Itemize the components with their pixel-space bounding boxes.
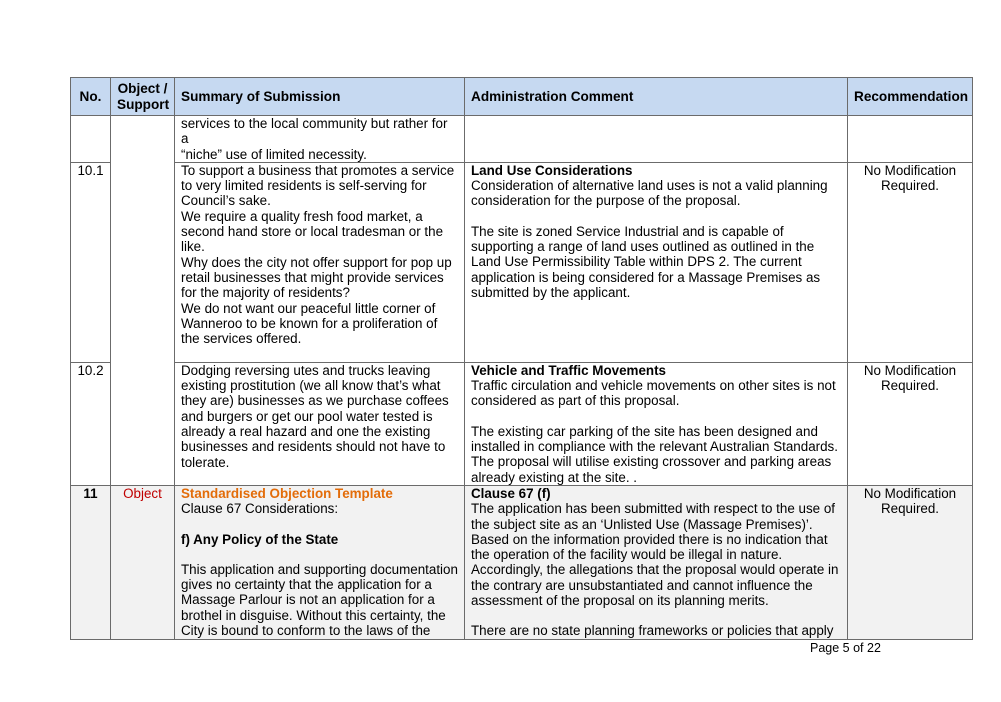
- cell-summary: [175, 362, 465, 485]
- summary-line: This application and supporting documentation: [181, 561, 458, 577]
- admin-line: already existing at the site. .: [471, 469, 637, 485]
- header-admin-comment: Administration Comment: [465, 78, 848, 116]
- admin-line: the subject site as an ‘Unlisted Use (Massage Premises)’.: [471, 516, 813, 532]
- cell-admin-comment: [465, 362, 848, 485]
- cell-recommendation: [848, 116, 973, 163]
- summary-line: and burgers or get our pool water tested is: [181, 408, 433, 424]
- recommendation-line: No Modification: [863, 362, 957, 378]
- cell-admin-comment: [465, 116, 848, 163]
- admin-line: assessment of the proposal on its planning merits.: [471, 593, 769, 609]
- cell-no: 10.2: [71, 362, 111, 485]
- paragraph-gap: [471, 608, 841, 623]
- paragraph-gap: [181, 517, 458, 532]
- admin-line: application is being considered for a Massage Premises as: [471, 269, 821, 285]
- cell-recommendation: [848, 162, 973, 362]
- recommendation-line: Required.: [880, 501, 940, 517]
- recommendation-line: Required.: [880, 378, 940, 394]
- admin-heading: Land Use Considerations: [471, 162, 633, 178]
- admin-line: Land Use Permissibility Table within DPS 2. The current: [471, 254, 802, 270]
- header-object-line2: Support: [117, 96, 170, 112]
- table-header-row: [71, 78, 973, 116]
- summary-line: second hand store or local tradesman or the: [181, 224, 444, 240]
- admin-line: The site is zoned Service Industrial and is capable of: [471, 223, 784, 239]
- cell-object-support: [111, 162, 175, 362]
- summary-line: retail businesses that might provide services: [181, 269, 444, 285]
- admin-heading: Vehicle and Traffic Movements: [471, 362, 666, 378]
- summary-line: We require a quality fresh food market, a: [181, 208, 423, 224]
- page-number: [810, 641, 881, 655]
- header-object-support: [111, 78, 175, 116]
- admin-line: There are no state planning frameworks or policies that apply: [471, 623, 834, 639]
- header-recommendation: Recommendation: [848, 78, 973, 116]
- paragraph-gap: [181, 547, 458, 562]
- summary-line: businesses and residents should not have to: [181, 439, 446, 455]
- table-row: [71, 116, 973, 163]
- summary-line: Wanneroo to be known for a proliferation of: [181, 315, 438, 331]
- header-no: No.: [71, 78, 111, 116]
- summary-line: tolerate.: [181, 454, 230, 470]
- summary-line: already a real hazard and one the existing: [181, 424, 431, 440]
- cell-summary: [175, 116, 465, 163]
- admin-line: the operation of the facility would be illegal in nature.: [471, 547, 783, 563]
- summary-clause: Clause 67 Considerations:: [181, 501, 339, 517]
- cell-summary: [175, 162, 465, 362]
- paragraph-gap: [471, 409, 841, 424]
- admin-line: the contrary are unsubstantiated and cannot influence the: [471, 577, 813, 593]
- cell-no: 11: [71, 485, 111, 639]
- table-row: [71, 485, 973, 639]
- summary-line: We do not want our peaceful little corner of: [181, 300, 436, 316]
- summary-line: brothel in disguise. Without this certainty, the: [181, 607, 446, 623]
- admin-heading: Clause 67 (f): [471, 485, 551, 501]
- summary-line: to very limited residents is self-serving for: [181, 178, 427, 194]
- summary-line: City is bound to conform to the laws of the: [181, 623, 431, 639]
- cell-recommendation: [848, 485, 973, 639]
- admin-line: submitted by the applicant.: [471, 284, 631, 300]
- cell-object-support: [111, 116, 175, 163]
- summary-title: Standardised Objection Template: [181, 485, 393, 501]
- summary-line: Dodging reversing utes and trucks leaving: [181, 362, 431, 378]
- paragraph-gap: [471, 209, 841, 224]
- admin-line: Traffic circulation and vehicle movements on other sites is not: [471, 378, 836, 394]
- summary-line: services to the local community but rather for a: [181, 116, 448, 147]
- admin-line: The existing car parking of the site has been designed and: [471, 423, 818, 439]
- header-summary: Summary of Submission: [175, 78, 465, 116]
- cell-object-support: Object: [111, 485, 175, 639]
- summary-line: the services offered.: [181, 331, 302, 347]
- table-row: [71, 362, 973, 485]
- summary-line: Council’s sake.: [181, 193, 271, 209]
- summary-line: “niche” use of limited necessity.: [181, 146, 367, 162]
- summary-line: gives no certainty that the application for a: [181, 577, 432, 593]
- table-row: [71, 162, 973, 362]
- admin-line: considered as part of this proposal.: [471, 393, 680, 409]
- cell-recommendation: [848, 362, 973, 485]
- header-object-line1: Object /: [117, 81, 168, 97]
- cell-admin-comment: [465, 485, 848, 639]
- admin-line: Based on the information provided there is no indication that: [471, 531, 828, 547]
- cell-no: [71, 116, 111, 163]
- summary-line: Why does the city not offer support for pop up: [181, 254, 452, 270]
- summary-line: To support a business that promotes a service: [181, 162, 455, 178]
- cell-admin-comment: [465, 162, 848, 362]
- admin-line: Consideration of alternative land uses is not a valid planning: [471, 178, 828, 194]
- summary-line: like.: [181, 239, 205, 255]
- summary-line: existing prostitution (we all know that’s what: [181, 378, 441, 394]
- summary-subheading: f) Any Policy of the State: [181, 531, 339, 547]
- cell-object-support: [111, 362, 175, 485]
- summary-line: for the majority of residents?: [181, 285, 350, 301]
- submissions-table: [70, 77, 973, 640]
- admin-line: The application has been submitted with respect to the use of: [471, 501, 835, 517]
- summary-line: Massage Parlour is not an application for a: [181, 592, 435, 608]
- page-number-label: Page 5 of 22: [810, 641, 881, 655]
- admin-line: Accordingly, the allegations that the proposal would operate in: [471, 562, 839, 578]
- recommendation-line: No Modification: [863, 485, 957, 501]
- admin-line: supporting a range of land uses outlined as outlined in the: [471, 239, 815, 255]
- admin-line: consideration for the purpose of the proposal.: [471, 193, 741, 209]
- summary-line: they are) businesses as we purchase coffees: [181, 393, 449, 409]
- admin-line: The proposal will utilise existing crossover and parking areas: [471, 454, 832, 470]
- admin-line: installed in compliance with the relevant Australian Standards.: [471, 439, 838, 455]
- cell-summary: [175, 485, 465, 639]
- cell-no: 10.1: [71, 162, 111, 362]
- recommendation-line: No Modification: [863, 162, 957, 178]
- recommendation-line: Required.: [880, 178, 940, 194]
